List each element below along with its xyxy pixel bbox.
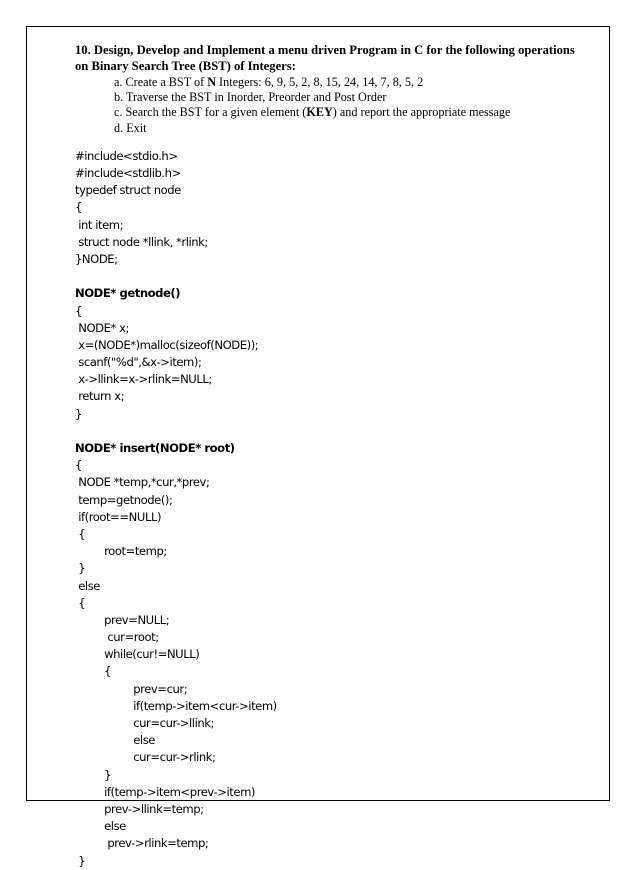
- code-line: {: [75, 526, 86, 541]
- code-line: prev=NULL;: [75, 612, 170, 627]
- requirements-list: [75, 75, 595, 136]
- code-line: if(root==NULL): [75, 509, 162, 524]
- requirement-item: c. Search the BST for a given element (KEY) and report the appropriate message: [114, 105, 511, 120]
- code-line: return x;: [75, 389, 125, 404]
- requirement-item: d. Exit: [114, 120, 147, 135]
- requirement-item: b. Traverse the BST in Inorder, Preorder and Post Order: [114, 90, 387, 105]
- code-line: {: [75, 595, 86, 610]
- code-line: }: [75, 561, 86, 576]
- code-line: scanf("%d",&x->item);: [75, 355, 202, 370]
- code-line: {: [75, 458, 82, 473]
- program-title-line-2: on Binary Search Tree (BST) of Integers:: [75, 59, 296, 73]
- code-line: while(cur!=NULL): [75, 647, 200, 662]
- code-line: prev=cur;: [75, 681, 188, 696]
- document-body: [75, 42, 595, 870]
- code-line: NODE *temp,*cur,*prev;: [75, 475, 210, 490]
- code-line: {: [75, 303, 82, 318]
- code-line: root=temp;: [75, 544, 167, 559]
- code-line: [75, 268, 595, 285]
- code-line: else: [75, 733, 155, 748]
- code-line: cur=root;: [75, 630, 159, 645]
- code-listing: [75, 148, 595, 870]
- code-line: }: [75, 406, 82, 421]
- code-line: struct node *llink, *rlink;: [75, 234, 208, 249]
- code-line: [75, 423, 595, 440]
- code-line: typedef struct node: [75, 183, 181, 198]
- code-line: temp=getnode();: [75, 492, 173, 507]
- code-line: x=(NODE*)malloc(sizeof(NODE));: [75, 337, 259, 352]
- code-line: cur=cur->rlink;: [75, 750, 216, 765]
- code-line: {: [75, 664, 112, 679]
- code-line: }: [75, 853, 86, 868]
- code-line: else: [75, 578, 100, 593]
- code-line: cur=cur->llink;: [75, 716, 214, 730]
- requirement-item: a. Create a BST of N Integers: 6, 9, 5, 2, 8, 15, 24, 14, 7, 8, 5, 2: [114, 75, 424, 89]
- code-line: }NODE;: [75, 251, 118, 266]
- code-line: if(temp->item<cur->item): [75, 698, 277, 713]
- code-line: x->llink=x->rlink=NULL;: [75, 372, 212, 387]
- program-title-line-1: 10. Design, Develop and Implement a menu driven Program in C for the following operations: [75, 43, 575, 57]
- code-line: else: [75, 819, 126, 834]
- code-line: if(temp->item<prev->item): [75, 784, 255, 799]
- function-signature: NODE* getnode(): [75, 286, 181, 301]
- function-signature: NODE* insert(NODE* root): [75, 441, 235, 455]
- code-line: #include<stdio.h>: [75, 148, 178, 163]
- code-line: int item;: [75, 217, 124, 232]
- code-line: #include<stdlib.h>: [75, 166, 181, 180]
- code-line: {: [75, 200, 82, 215]
- code-line: prev->rlink=temp;: [75, 836, 209, 851]
- code-line: prev->llink=temp;: [75, 801, 204, 816]
- code-line: NODE* x;: [75, 320, 129, 335]
- code-line: }: [75, 767, 112, 782]
